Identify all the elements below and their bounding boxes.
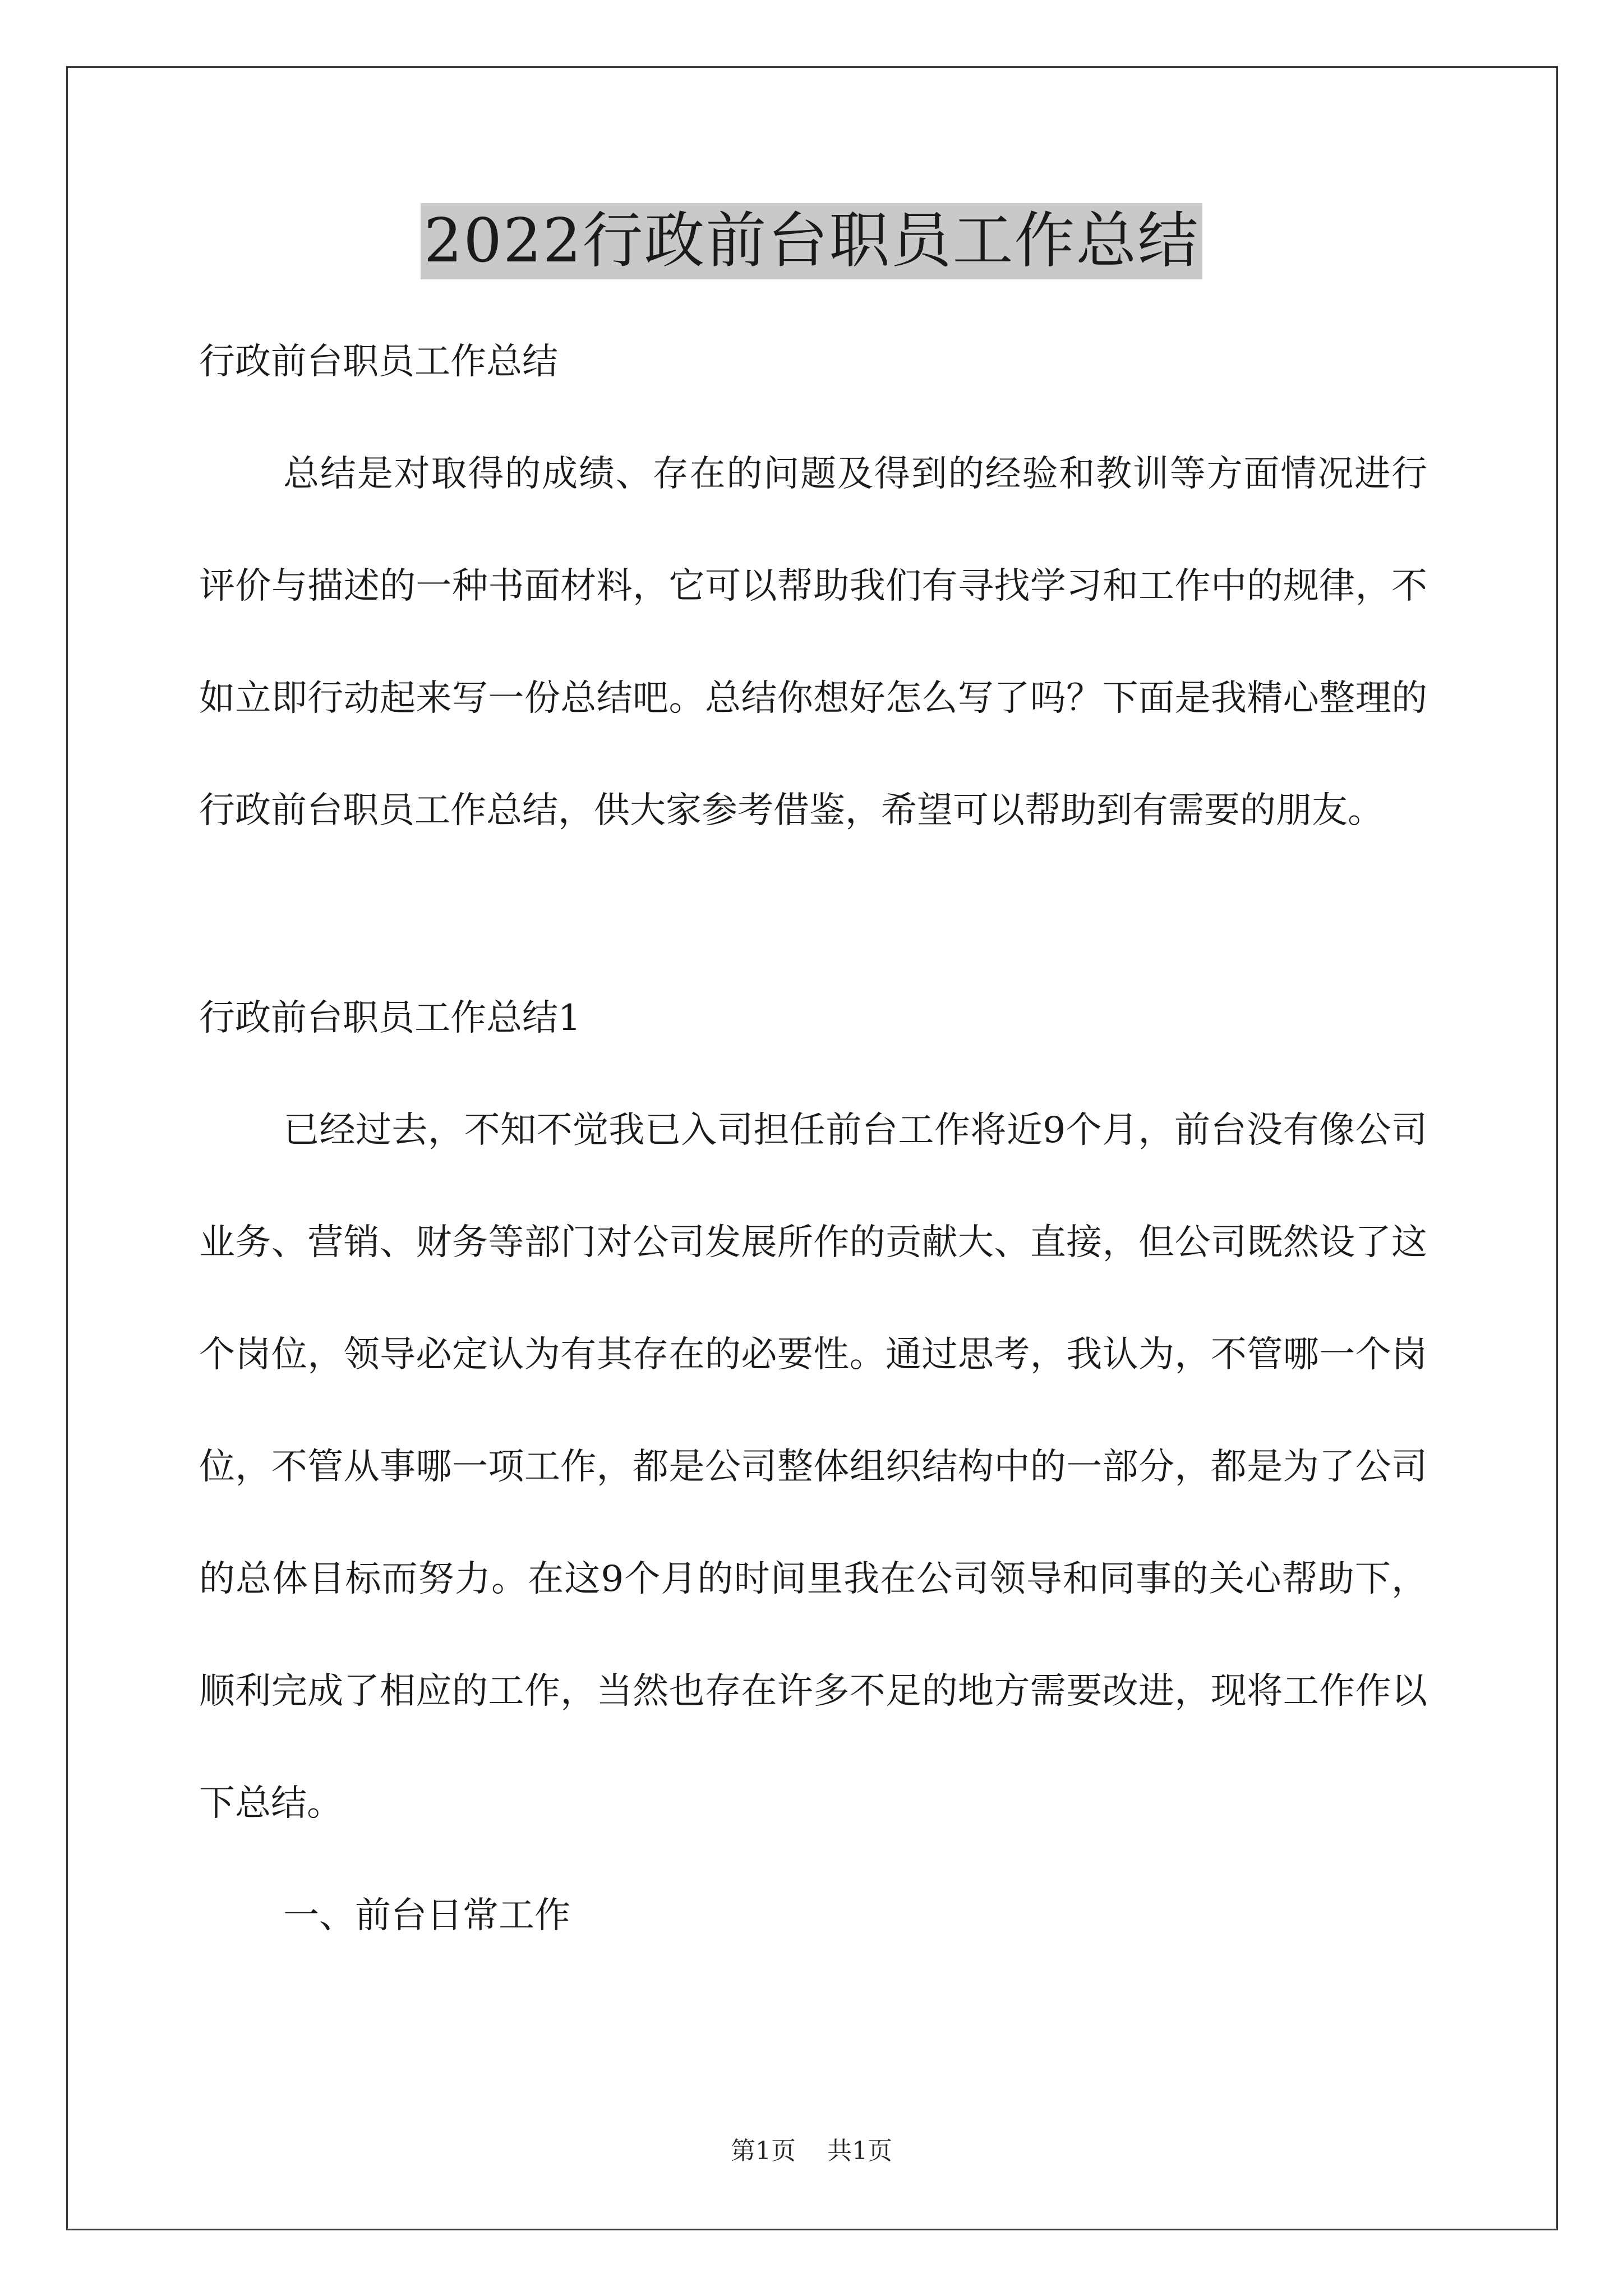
section-1-title: 行政前台职员工作总结1 [199,997,581,1039]
intro-paragraph: 总结是对取得的成绩、存在的问题及得到的经验和教训等方面情况进行评价与描述的一种书面材料，它可以帮助我们有寻找学习和工作中的规律，不如立即行动起来写一份总结吧。总结你想好怎么写了吗？下面是我精心整理的行政前台职员工作总结，供大家参考借鉴，希望可以帮助到有需要的朋友。 [199,453,1427,831]
page-number-total: 共1页 [827,2137,892,2165]
document-body [199,306,1427,1972]
document-title: 2022行政前台职员工作总结 [421,203,1203,279]
page-number-current: 第1页 [731,2137,796,2165]
title-container [0,203,1623,279]
paragraph-spacer [199,867,1427,962]
footer-gap [796,2137,827,2165]
section-1-paragraph: 已经过去，不知不觉我已入司担任前台工作将近9个月，前台没有像公司业务、营销、财务等部门对公司发展所作的贡献大、直接，但公司既然设了这个岗位，领导必定认为有其存在的必要性。通过思考，我认为，不管哪一个岗位，不管从事哪一项工作，都是公司整体组织结构中的一部分，都是为了公司的总体目标而努力。在这9个月的时间里我在公司领导和同事的关心帮助下，顺利完成了相应的工作，当然也存在许多不足的地方需要改进，现将工作作以下总结。 [199,1110,1427,1824]
page-footer [0,2134,1623,2168]
document-subtitle: 行政前台职员工作总结 [199,341,558,383]
section-1-item-1: 一、前台日常工作 [283,1895,570,1936]
